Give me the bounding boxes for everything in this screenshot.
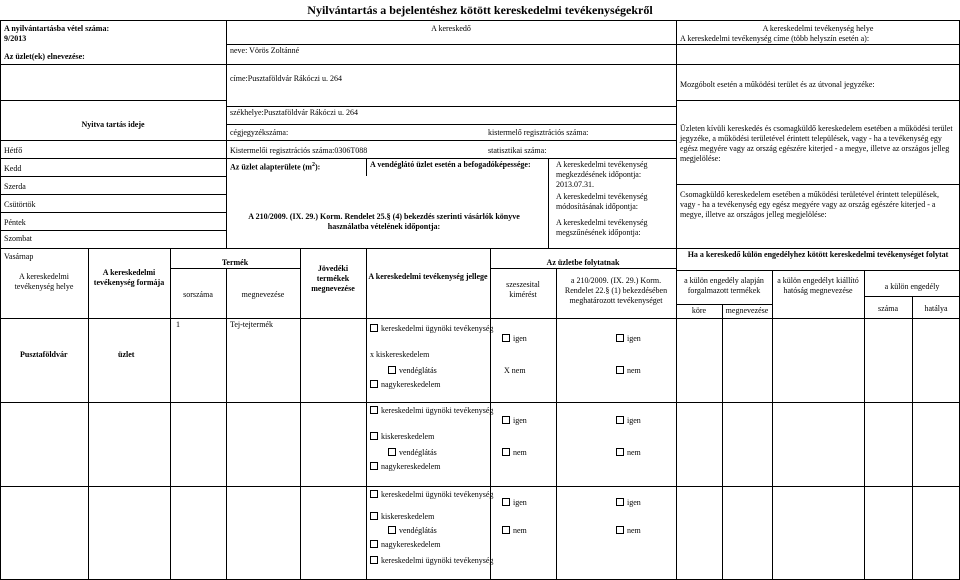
col-name: megnevezése (241, 290, 285, 299)
col-excise: Jövedéki termékek megnevezése (311, 264, 355, 293)
activity-retail-service-1[interactable]: kereskedelmi ügynöki tevékenység (370, 324, 493, 334)
col-product: Termék (221, 258, 249, 267)
col-permit-products: a külön engedély alapján forgalmazott termékek (684, 276, 764, 295)
activity-retail-service-2[interactable]: kereskedelmi ügynöki tevékenység (370, 406, 493, 416)
col-permit-validity: hatálya (924, 304, 948, 313)
day-thursday: Csütörtök (4, 200, 36, 209)
activity-retail-service-4[interactable]: kereskedelmi ügynöki tevékenység (370, 556, 493, 566)
modify-label: A kereskedelmi tevékenység módosításának időpontja: (556, 192, 648, 211)
day-friday: Péntek (4, 218, 26, 227)
day-monday: Hétfő (4, 146, 23, 155)
col-permit-authority: a külön engedélyt kiállító hatóság megnevezése (777, 276, 859, 295)
merchant-header: A kereskedő (431, 24, 471, 33)
decree-no-1[interactable]: nem (616, 366, 641, 376)
end-label: A kereskedelmi tevékenység megszűnésének időpontja: (556, 218, 648, 237)
merchant-name: neve: Vörös Zoltánné (230, 46, 300, 55)
activity-catering-2[interactable]: vendéglátás (388, 448, 437, 458)
area-label: Az üzlet alapterülete $(m^2)$: (230, 162, 321, 172)
merchant-address: címe:Pusztaföldvár Rákóczi u. 264 (230, 74, 342, 83)
capacity-label: A vendéglátó üzlet esetén a befogadóképessége: (370, 160, 531, 169)
col-permit-header: Ha a kereskedő külön engedélyhez kötött kereskedelmi tevékenységet folytat (687, 250, 949, 259)
activity-address-label: A kereskedelmi tevékenység címe (több helyszín esetén a): (680, 34, 870, 43)
col-place: A kereskedelmi tevékenység helye (14, 272, 74, 291)
activity-place-header: A kereskedelmi tevékenység helye (762, 24, 874, 33)
record-place: Pusztaföldvár (20, 350, 68, 359)
activity-small-retail-3[interactable]: kiskereskedelem (370, 512, 434, 522)
activity-wholesale-3[interactable]: nagykereskedelem (370, 540, 441, 550)
col-permit-doc: a külön engedély (884, 282, 940, 291)
activity-wholesale-1[interactable]: nagykereskedelem (370, 380, 441, 390)
reg-no-value: 9/2013 (4, 34, 27, 43)
activity-small-retail-1[interactable]: x kiskereskedelem (370, 350, 430, 359)
opening-hours-header: Nyitva tartás ideje (81, 120, 145, 129)
mobile-label: Mozgóbolt esetén a működési terület és az útvonal jegyzéke: (680, 80, 875, 89)
day-tuesday: Kedd (4, 164, 22, 173)
mail-order-text: Csomagküldő kereskedelem esetében a működési területével érintett települések, vagy - ha a tevékenység egy egész megyére vagy az ország egészére kiterjed - a megye, illetve az országos jelleg megjelölése: (680, 190, 940, 219)
col-spirits: szeszesital kimérést (506, 280, 540, 299)
spirits-yes-3[interactable]: igen (502, 498, 527, 508)
register-book-label: A 210/2009. (IX. 29.) Korm. Rendelet 25.§ (4) bekezdés szerinti vásárlók könyve használatba vételének időpontja: (248, 212, 520, 231)
record-seq: 1 (176, 320, 180, 329)
shop-name-label: Az üzlet(ek) elnevezése: (4, 52, 85, 61)
spirits-yes-2[interactable]: igen (502, 416, 527, 426)
record-form: üzlet (118, 350, 135, 359)
merchant-seat: székhelye:Pusztaföldvár Rákóczi u. 264 (230, 108, 358, 117)
reg-no-label: A nyilvántartásba vétel száma: (4, 24, 110, 33)
page-title: Nyilvántartás a bejelentéshez kötött kereskedelmi tevékenységekről (307, 3, 653, 17)
decree-yes-2[interactable]: igen (616, 416, 641, 426)
decree-yes-3[interactable]: igen (616, 498, 641, 508)
col-seq: sorszáma (183, 290, 213, 299)
col-nature: A kereskedelmi tevékenység jellege (368, 272, 488, 281)
decree-yes-1[interactable]: igen (616, 334, 641, 344)
spirits-no-1[interactable]: X nem (504, 366, 526, 375)
spirits-no-3[interactable]: nem (502, 526, 527, 536)
activity-catering-3[interactable]: vendéglátás (388, 526, 437, 536)
activity-retail-service-3[interactable]: kereskedelmi ügynöki tevékenység (370, 490, 493, 500)
day-wednesday: Szerda (4, 182, 26, 191)
small-producer-reg: Kistermelői regisztrációs száma:0306T088 (230, 146, 368, 155)
activity-wholesale-2[interactable]: nagykereskedelem (370, 462, 441, 472)
decree-no-2[interactable]: nem (616, 448, 641, 458)
small-producer-label: kistermelő regisztrációs száma: (488, 128, 589, 137)
day-saturday: Szombat (4, 234, 32, 243)
record-product: Tej-tejtermék (230, 320, 273, 329)
col-permit-circle: köre (691, 306, 707, 315)
col-shop-for: Az üzletbe folytatnak (546, 258, 620, 267)
spirits-no-2[interactable]: nem (502, 448, 527, 458)
start-label: A kereskedelmi tevékenység megkezdésének időpontja: (556, 160, 648, 179)
spirits-yes-1[interactable]: igen (502, 334, 527, 344)
outside-shop-text: Üzleten kívüli kereskedés és csomagküldő kereskedelem esetében a működési terület jegyzéke, a működési területével érintett települések, vagy - ha a tevékenység egy egész megyére vagy az ország egészére kiterjed - a megye, illetve az országos jelleg megjelölése: (680, 124, 953, 163)
stat-no-label: statisztikai száma: (488, 146, 547, 155)
col-permit-name: megnevezése (725, 306, 769, 315)
activity-catering-1[interactable]: vendéglátás (388, 366, 437, 376)
decree-no-3[interactable]: nem (616, 526, 641, 536)
col-form: A kereskedelmi tevékenység formája (93, 268, 165, 287)
company-reg-label: cégjegyzékszáma: (230, 128, 289, 137)
col-decree: a 210/2009. (IX. 29.) Korm. Rendelet 22.§ (1) bekezdésében meghatározott tevékenységet (564, 276, 668, 305)
start-value: 2013.07.31. (556, 180, 594, 189)
col-permit-no: száma (878, 304, 898, 313)
activity-small-retail-2[interactable]: kiskereskedelem (370, 432, 434, 442)
